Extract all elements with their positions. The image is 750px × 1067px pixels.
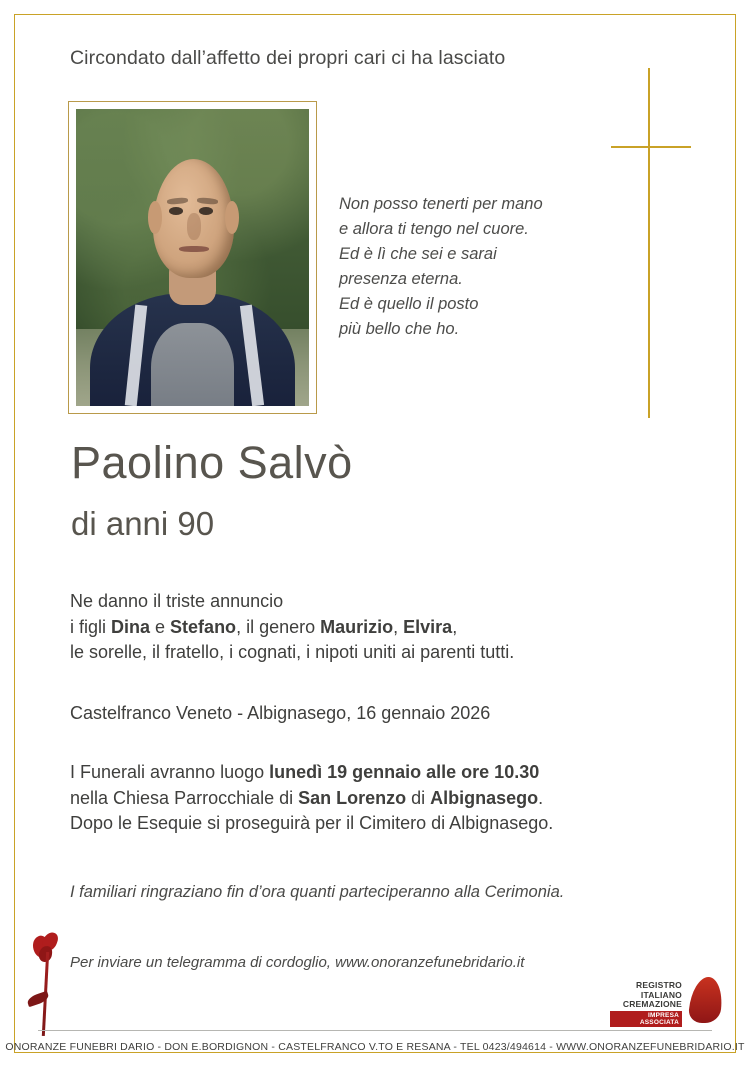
family-name-maurizio: Maurizio [320, 616, 394, 637]
photo-nose [187, 213, 201, 240]
announcement-text: , [452, 616, 458, 637]
place-and-date: Castelfranco Veneto - Albignasego, 16 gennaio 2026 [70, 703, 491, 723]
photo-mouth [179, 246, 209, 253]
poem-line: più bello che ho. [339, 320, 460, 338]
funeral-text: . [538, 787, 544, 808]
photo-eye-left [169, 207, 183, 215]
announcement-text: i figli [70, 616, 112, 637]
funeral-line-3: Dopo le Esequie si proseguirà per il Cimitero di Albignasego. [70, 813, 554, 833]
poem-line: e allora ti tengo nel cuore. [339, 220, 529, 238]
deceased-name: Paolino Salvò [71, 437, 353, 488]
funeral-text: di [406, 787, 431, 808]
announcement-block [70, 589, 514, 666]
family-name-elvira: Elvira [403, 616, 453, 637]
telegram-text: Per inviare un telegramma di cordoglio, www.onoranzefunebridario.it [70, 954, 525, 971]
funeral-line-1 [70, 760, 553, 786]
photo-shirt [151, 323, 235, 406]
thanks-text: I familiari ringraziano fin d’ora quanti parteciperanno alla Cerimonia. [70, 883, 565, 901]
announcement-line-3: le sorelle, il fratello, i cognati, i nipoti uniti ai parenti tutti. [70, 642, 515, 662]
cremation-logo-text [610, 981, 682, 1010]
funeral-town: Albignasego [430, 787, 539, 808]
deceased-age: di anni 90 [71, 505, 215, 542]
cremation-logo-line-2: ITALIANO [640, 989, 682, 1000]
funeral-text: nella Chiesa Parrocchiale di [70, 787, 299, 808]
cross-vertical-bar [648, 68, 650, 418]
cremation-logo-line-1: REGISTRO [636, 980, 682, 990]
funeral-church: San Lorenzo [298, 787, 407, 808]
portrait-frame [68, 101, 317, 414]
footer-divider [38, 1030, 712, 1031]
family-name-dina: Dina [111, 616, 151, 637]
funeral-text: I Funerali avranno luogo [70, 762, 270, 782]
headline-text: Circondato dall’affetto dei propri cari ci ha lasciato [70, 47, 506, 69]
portrait-photo [76, 109, 309, 406]
announcement-line-2 [70, 615, 514, 641]
flame-icon [688, 977, 725, 1023]
family-name-stefano: Stefano [170, 616, 237, 637]
poem-line: Non posso tenerti per mano [339, 195, 543, 213]
poem-block [339, 192, 543, 342]
poem-line: Ed è quello il posto [339, 295, 479, 313]
red-flower-icon [23, 930, 69, 1038]
cremation-logo-line-3: CREMAZIONE [622, 999, 682, 1009]
photo-ear-right [225, 201, 239, 234]
cremation-registry-logo [610, 975, 722, 1027]
cremation-logo-badge: IMPRESA ASSOCIATA [610, 1011, 682, 1027]
cross-icon [611, 68, 691, 418]
funeral-details-block [70, 760, 553, 837]
funeral-datetime: lunedì 19 gennaio alle ore 10.30 [269, 762, 540, 782]
photo-eye-right [199, 207, 213, 215]
announcement-text: , il genero [236, 616, 321, 637]
poem-line: Ed è lì che sei e sarai [339, 245, 497, 263]
announcement-line-1: Ne danno il triste annuncio [70, 591, 284, 611]
poem-line: presenza eterna. [339, 270, 463, 288]
photo-ear-left [148, 201, 162, 234]
cross-horizontal-bar [611, 146, 691, 148]
announcement-text: e [150, 616, 171, 637]
footer-contact-text: ONORANZE FUNEBRI DARIO - DON E.BORDIGNON - CASTELFRANCO V.TO E RESANA - TEL 0423/494614 - WWW.ONORANZEFUNEBRIDARIO.IT [5, 1041, 745, 1053]
announcement-text: , [393, 616, 404, 637]
funeral-line-2 [70, 786, 553, 812]
